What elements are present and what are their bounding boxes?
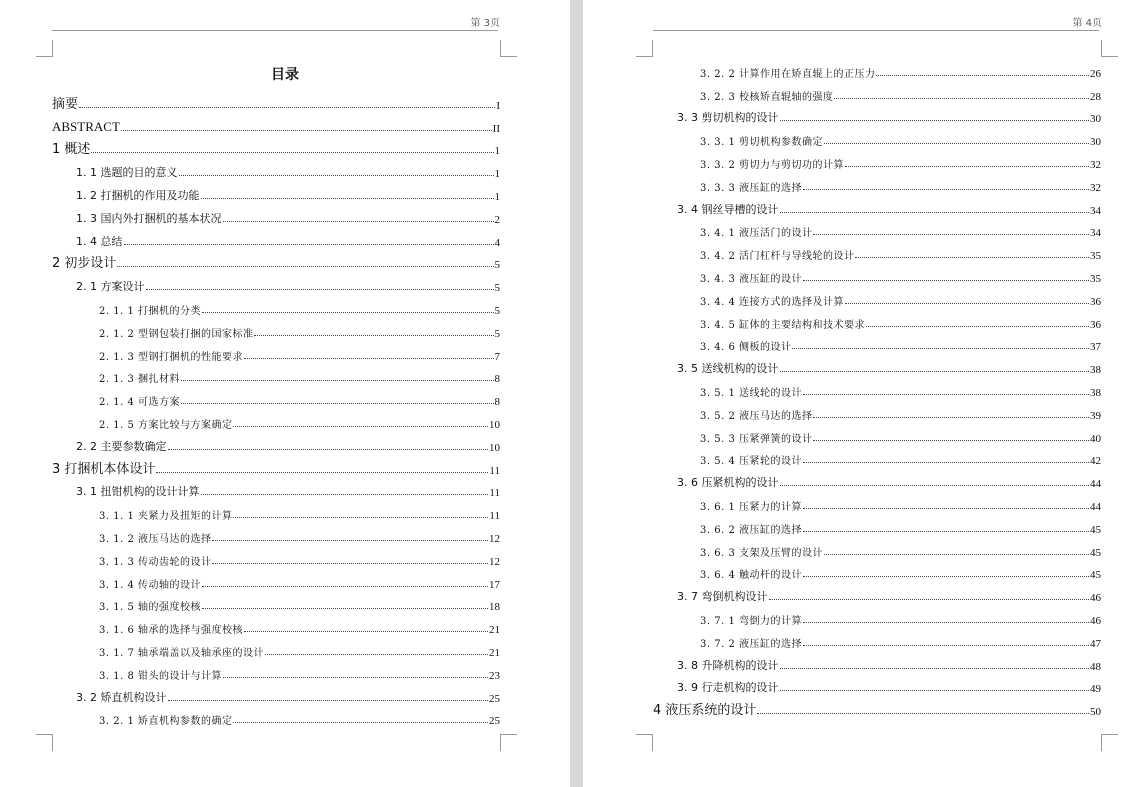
toc-entry-page-number: 5 — [494, 327, 500, 340]
toc-leader-dots — [223, 677, 488, 678]
toc-entry-title: 3. 6 压紧机构的设计 — [677, 476, 779, 490]
crop-mark-bottom-right — [1101, 734, 1118, 751]
toc-leader-dots — [181, 403, 494, 404]
toc-leader-dots — [233, 426, 488, 427]
toc-entry[interactable] — [653, 262, 1101, 285]
toc-entry[interactable] — [653, 194, 1101, 217]
toc-entry[interactable] — [653, 353, 1101, 376]
toc-entry-page-number: 46 — [1090, 592, 1101, 605]
toc-entry-page-number: 1 — [494, 168, 500, 181]
toc-entry-title: 1. 4 总结 — [76, 234, 123, 248]
toc-entry[interactable] — [52, 636, 500, 659]
toc-entry[interactable] — [653, 467, 1101, 490]
page-header: 第 3页 — [470, 18, 500, 29]
toc-entry-page-number: 4 — [494, 236, 500, 249]
toc-leader-dots — [855, 257, 1089, 258]
toc-entry-page-number: 49 — [1090, 683, 1101, 696]
toc-entry-title: 1 概述 — [52, 142, 91, 158]
toc-entry[interactable] — [52, 522, 500, 545]
toc-leader-dots — [79, 107, 495, 108]
toc-entry[interactable] — [653, 285, 1101, 308]
toc-entry-title: 3. 1. 7 轴承端盖以及轴承座的设计 — [99, 647, 264, 659]
toc-entry-title: 3. 4. 3 液压缸的设计 — [700, 273, 802, 285]
toc-leader-dots — [233, 517, 488, 518]
toc-entry-title: 3. 1. 1 夹紧力及扭矩的计算 — [99, 511, 233, 523]
toc-entry-title: 3. 4. 6 侧板的设计 — [700, 342, 792, 354]
toc-entry-page-number: 8 — [494, 396, 500, 409]
toc-leader-dots — [834, 98, 1089, 99]
toc-entry-page-number: 37 — [1090, 341, 1101, 354]
toc-entry-page-number: 2 — [494, 213, 500, 226]
toc-entry-page-number: 21 — [489, 646, 500, 659]
toc-entry[interactable] — [52, 408, 500, 431]
toc-entry[interactable] — [653, 422, 1101, 445]
toc-leader-dots — [780, 668, 1090, 669]
toc-entry[interactable] — [52, 112, 500, 135]
toc-entry-page-number: 46 — [1090, 614, 1101, 627]
toc-entry-page-number: 36 — [1090, 295, 1101, 308]
toc-entry-title: 3. 7. 2 液压缸的选择 — [700, 638, 802, 650]
toc-entry-page-number: 35 — [1090, 272, 1101, 285]
toc-leader-dots — [813, 234, 1089, 235]
toc-entry[interactable] — [52, 203, 500, 226]
toc-entry[interactable] — [52, 157, 500, 180]
toc-entry-page-number: 45 — [1090, 523, 1101, 536]
toc-entry[interactable] — [52, 340, 500, 363]
toc-entry-title: 3. 1 扭钳机构的设计计算 — [76, 485, 200, 499]
toc-entry-title: 3. 9 行走机构的设计 — [677, 681, 779, 695]
toc-entry-title: 3. 6. 1 压紧力的计算 — [700, 501, 802, 513]
toc-entry[interactable] — [653, 376, 1101, 399]
toc-leader-dots — [124, 244, 494, 245]
toc-leader-dots — [803, 645, 1089, 646]
toc-leader-dots — [244, 631, 488, 632]
toc-leader-dots — [168, 449, 489, 450]
toc-leader-dots — [876, 75, 1089, 76]
toc-entry-page-number: 35 — [1090, 250, 1101, 263]
toc-entry-title: 3. 7. 1 弯倒力的计算 — [700, 615, 802, 627]
toc-entry-title: 2. 1. 2 型钢包装打捆的国家标准 — [99, 328, 254, 340]
toc-leader-dots — [803, 576, 1089, 577]
toc-entry[interactable] — [52, 249, 500, 272]
toc-entry-page-number: 36 — [1090, 318, 1101, 331]
toc-entry-page-number: 1 — [494, 145, 500, 158]
toc-entry-page-number: 30 — [1090, 136, 1101, 149]
toc-leader-dots — [780, 212, 1090, 213]
toc-leader-dots — [803, 394, 1089, 395]
toc-entry-title: 3. 1. 2 液压马达的选择 — [99, 533, 212, 545]
toc-leader-dots — [202, 608, 488, 609]
toc-entry-title: 3. 6. 2 液压缸的选择 — [700, 524, 802, 536]
crop-mark-top-right — [1101, 40, 1118, 57]
toc-leader-dots — [824, 554, 1089, 555]
toc-leader-dots — [223, 221, 494, 222]
toc-entry-title: 3 打捆机本体设计 — [52, 461, 156, 477]
toc-entry[interactable] — [653, 536, 1101, 559]
toc-entry-page-number: 50 — [1090, 706, 1101, 719]
toc-leader-dots — [233, 722, 488, 723]
toc-entry-title: 3. 7 弯倒机构设计 — [677, 590, 768, 604]
toc-entry[interactable] — [653, 513, 1101, 536]
toc-leader-dots — [265, 654, 488, 655]
toc-leader-dots — [780, 371, 1090, 372]
toc-entry[interactable] — [653, 217, 1101, 240]
toc-entry-page-number: II — [492, 122, 500, 135]
toc-list-left — [52, 89, 500, 727]
toc-entry-title: 3. 4 钢丝导槽的设计 — [677, 202, 779, 216]
toc-entry-title: 2. 1. 1 打捆机的分类 — [99, 305, 201, 317]
toc-leader-dots — [91, 152, 493, 153]
toc-entry-page-number: 5 — [494, 259, 500, 272]
toc-entry-title: 2 初步设计 — [52, 256, 117, 272]
toc-entry-title: 3. 3 剪切机构的设计 — [677, 111, 779, 125]
toc-entry[interactable] — [52, 705, 500, 728]
toc-entry-page-number: 40 — [1090, 432, 1101, 445]
toc-leader-dots — [803, 462, 1089, 463]
toc-entry[interactable] — [653, 57, 1101, 80]
toc-entry[interactable] — [52, 180, 500, 203]
toc-entry-page-number: 44 — [1090, 500, 1101, 513]
toc-list-right — [653, 57, 1101, 718]
toc-entry[interactable] — [52, 89, 500, 112]
toc-leader-dots — [244, 358, 494, 359]
toc-entry[interactable] — [52, 317, 500, 340]
toc-entry-page-number: 45 — [1090, 569, 1101, 582]
toc-entry[interactable] — [653, 695, 1101, 718]
toc-entry-page-number: 11 — [489, 487, 500, 500]
toc-leader-dots — [202, 586, 488, 587]
toc-entry[interactable] — [653, 650, 1101, 673]
toc-entry-title: 3. 4. 2 活门杠杆与导线轮的设计 — [700, 251, 855, 263]
toc-entry-title: 3. 1. 4 传动轴的设计 — [99, 579, 201, 591]
toc-entry[interactable] — [52, 499, 500, 522]
toc-entry-page-number: 18 — [489, 601, 500, 614]
page-4 — [583, 0, 1131, 787]
toc-leader-dots — [824, 143, 1089, 144]
toc-entry-page-number: 5 — [494, 304, 500, 317]
toc-leader-dots — [212, 540, 488, 541]
toc-entry-page-number: 12 — [489, 555, 500, 568]
toc-entry-title: ABSTRACT — [52, 118, 120, 134]
page-header: 第 4页 — [1072, 18, 1102, 29]
toc-leader-dots — [769, 599, 1090, 600]
header-rule — [653, 30, 1099, 31]
toc-entry-title: 3. 4. 5 缸体的主要结构和技术要求 — [700, 319, 865, 331]
toc-entry-page-number: 1 — [494, 190, 500, 203]
toc-entry[interactable] — [52, 294, 500, 317]
toc-entry-title: 1. 1 选题的目的意义 — [76, 166, 178, 180]
toc-entry-page-number: 39 — [1090, 409, 1101, 422]
toc-entry-title: 2. 1 方案设计 — [76, 280, 145, 294]
toc-entry-page-number: 7 — [494, 350, 500, 363]
toc-entry-title: 3. 5 送线机构的设计 — [677, 362, 779, 376]
toc-leader-dots — [146, 289, 494, 290]
toc-entry-page-number: 47 — [1090, 637, 1101, 650]
toc-entry-title: 1. 2 打捆机的作用及功能 — [76, 188, 200, 202]
page-gutter — [570, 0, 583, 787]
crop-mark-top-right — [500, 40, 517, 57]
toc-entry[interactable] — [653, 559, 1101, 582]
toc-entry-page-number: 11 — [489, 464, 500, 477]
toc-entry[interactable] — [653, 627, 1101, 650]
toc-entry-page-number: 34 — [1090, 227, 1101, 240]
toc-entry-title: 3. 6. 3 支架及压臂的设计 — [700, 547, 823, 559]
toc-leader-dots — [845, 166, 1089, 167]
toc-entry-page-number: 21 — [489, 624, 500, 637]
toc-entry-page-number: 25 — [489, 692, 500, 705]
toc-leader-dots — [202, 312, 494, 313]
toc-entry-page-number: I — [496, 99, 500, 112]
toc-leader-dots — [780, 120, 1090, 121]
toc-leader-dots — [813, 417, 1089, 418]
toc-entry-title: 3. 1. 3 传动齿轮的设计 — [99, 556, 212, 568]
toc-entry[interactable] — [653, 490, 1101, 513]
toc-entry[interactable] — [653, 331, 1101, 354]
toc-entry-title: 3. 5. 1 送线轮的设计 — [700, 387, 802, 399]
toc-leader-dots — [117, 266, 493, 267]
toc-entry-page-number: 5 — [494, 282, 500, 295]
toc-entry-page-number: 26 — [1090, 67, 1101, 80]
toc-entry-page-number: 10 — [489, 418, 500, 431]
toc-leader-dots — [757, 713, 1089, 714]
toc-entry[interactable] — [52, 385, 500, 408]
toc-leader-dots — [780, 485, 1090, 486]
toc-entry[interactable] — [653, 308, 1101, 331]
toc-entry-page-number: 48 — [1090, 660, 1101, 673]
toc-entry-page-number: 11 — [489, 510, 500, 523]
toc-entry[interactable] — [52, 431, 500, 454]
crop-mark-bottom-left — [636, 734, 653, 751]
toc-entry-title: 4 液压系统的设计 — [653, 703, 757, 719]
toc-entry-page-number: 28 — [1090, 90, 1101, 103]
toc-entry[interactable] — [52, 271, 500, 294]
toc-entry-title: 3. 1. 5 轴的强度校核 — [99, 602, 201, 614]
toc-entry-title: 3. 3. 2 剪切力与剪切功的计算 — [700, 159, 844, 171]
toc-entry[interactable] — [52, 477, 500, 500]
toc-entry-title: 3. 4. 1 液压活门的设计 — [700, 228, 813, 240]
toc-entry[interactable] — [653, 445, 1101, 468]
toc-leader-dots — [168, 700, 489, 701]
toc-entry-page-number: 32 — [1090, 181, 1101, 194]
toc-leader-dots — [181, 380, 494, 381]
toc-entry[interactable] — [653, 673, 1101, 696]
toc-entry-page-number: 10 — [489, 441, 500, 454]
crop-mark-bottom-left — [36, 734, 53, 751]
toc-entry-title: 3. 2. 3 校核矫直辊轴的强度 — [700, 91, 834, 103]
toc-entry[interactable] — [52, 545, 500, 568]
toc-entry[interactable] — [52, 226, 500, 249]
toc-leader-dots — [201, 494, 489, 495]
toc-entry-title: 3. 2. 1 矫直机构参数的确定 — [99, 716, 233, 728]
toc-entry[interactable] — [653, 103, 1101, 126]
toc-entry-page-number: 44 — [1090, 478, 1101, 491]
toc-entry-title: 3. 3. 1 剪切机构参数确定 — [700, 137, 823, 149]
toc-entry-title: 2. 1. 5 方案比较与方案确定 — [99, 419, 233, 431]
toc-leader-dots — [201, 198, 494, 199]
toc-entry-page-number: 45 — [1090, 546, 1101, 559]
toc-entry[interactable] — [52, 568, 500, 591]
toc-leader-dots — [780, 690, 1090, 691]
toc-entry-title: 2. 2 主要参数确定 — [76, 439, 167, 453]
toc-entry[interactable] — [52, 682, 500, 705]
toc-leader-dots — [845, 303, 1089, 304]
toc-leader-dots — [803, 280, 1089, 281]
toc-entry[interactable] — [653, 581, 1101, 604]
toc-entry[interactable] — [653, 239, 1101, 262]
toc-entry[interactable] — [52, 454, 500, 477]
toc-entry-title: 2. 1. 3 型钢打捆机的性能要求 — [99, 351, 243, 363]
toc-entry-title: 2. 1. 3 捆扎材料 — [99, 374, 180, 386]
toc-leader-dots — [121, 130, 492, 131]
toc-entry-title: 3. 2. 2 计算作用在矫直辊上的正压力 — [700, 68, 876, 80]
toc-entry[interactable] — [653, 125, 1101, 148]
toc-entry[interactable] — [52, 613, 500, 636]
toc-entry[interactable] — [653, 604, 1101, 627]
toc-entry[interactable] — [52, 135, 500, 158]
toc-title: 目录 — [271, 67, 299, 83]
toc-entry[interactable] — [52, 363, 500, 386]
crop-mark-bottom-right — [500, 734, 517, 751]
toc-entry-title: 3. 2 矫直机构设计 — [76, 690, 167, 704]
toc-entry[interactable] — [52, 659, 500, 682]
toc-leader-dots — [212, 563, 488, 564]
toc-entry-page-number: 8 — [494, 373, 500, 386]
toc-leader-dots — [803, 531, 1089, 532]
toc-entry-title: 3. 3. 3 液压缸的选择 — [700, 182, 802, 194]
toc-entry-title: 1. 3 国内外打捆机的基本状况 — [76, 211, 222, 225]
toc-entry[interactable] — [653, 80, 1101, 103]
toc-leader-dots — [156, 472, 488, 473]
toc-entry-title: 3. 1. 8 钳头的设计与计算 — [99, 670, 222, 682]
toc-entry-page-number: 25 — [489, 715, 500, 728]
toc-entry-title: 3. 8 升降机构的设计 — [677, 658, 779, 672]
toc-entry-title: 3. 1. 6 轴承的选择与强度校核 — [99, 625, 243, 637]
toc-leader-dots — [803, 189, 1089, 190]
toc-entry-page-number: 17 — [489, 578, 500, 591]
crop-mark-top-left — [636, 40, 653, 57]
toc-leader-dots — [866, 326, 1089, 327]
crop-mark-top-left — [36, 40, 53, 57]
toc-entry[interactable] — [653, 171, 1101, 194]
toc-entry-title: 摘要 — [52, 96, 79, 112]
toc-entry[interactable] — [653, 399, 1101, 422]
toc-entry-title: 3. 5. 2 液压马达的选择 — [700, 410, 813, 422]
toc-entry-title: 3. 4. 4 连接方式的选择及计算 — [700, 296, 844, 308]
toc-entry-page-number: 32 — [1090, 158, 1101, 171]
toc-leader-dots — [803, 508, 1089, 509]
toc-entry-page-number: 23 — [489, 669, 500, 682]
header-rule — [52, 30, 498, 31]
toc-entry-page-number: 12 — [489, 532, 500, 545]
toc-leader-dots — [803, 622, 1089, 623]
toc-leader-dots — [813, 440, 1089, 441]
toc-entry-title: 3. 5. 3 压紧弹簧的设计 — [700, 433, 813, 445]
toc-entry-page-number: 38 — [1090, 386, 1101, 399]
toc-entry-page-number: 38 — [1090, 364, 1101, 377]
toc-entry[interactable] — [653, 148, 1101, 171]
toc-entry-page-number: 34 — [1090, 204, 1101, 217]
toc-entry-title: 3. 5. 4 压紧轮的设计 — [700, 456, 802, 468]
toc-entry-title: 3. 6. 4 触动杆的设计 — [700, 570, 802, 582]
toc-leader-dots — [792, 348, 1089, 349]
toc-leader-dots — [254, 335, 493, 336]
toc-leader-dots — [179, 175, 494, 176]
toc-entry-page-number: 30 — [1090, 113, 1101, 126]
toc-entry-page-number: 42 — [1090, 455, 1101, 468]
toc-entry[interactable] — [52, 591, 500, 614]
toc-entry-title: 2. 1. 4 可选方案 — [99, 397, 180, 409]
